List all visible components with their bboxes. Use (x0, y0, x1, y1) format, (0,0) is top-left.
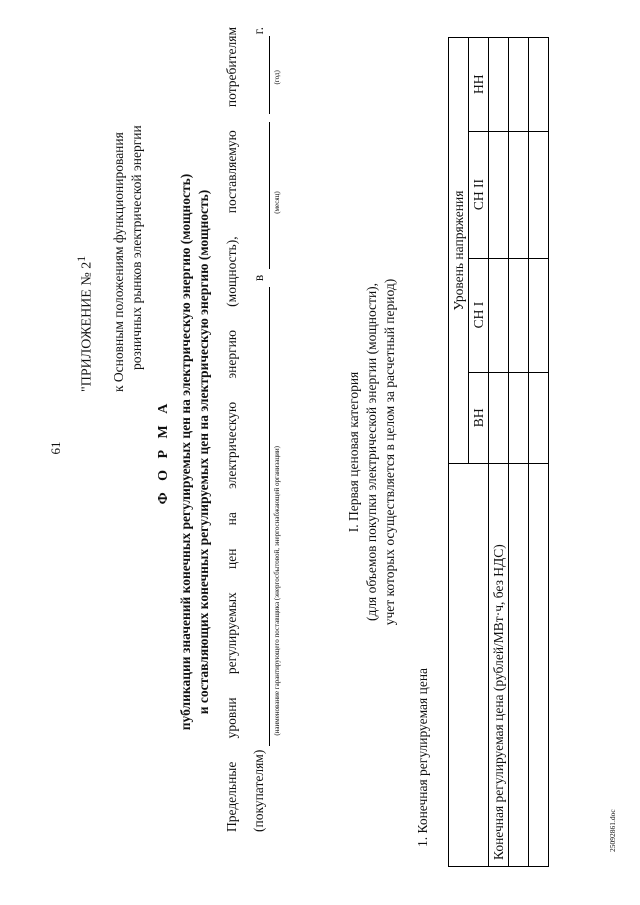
annex-line-2: розничных рынков электрической энергии (129, 125, 145, 370)
table-cell (509, 464, 529, 867)
year-caption: (год) (272, 70, 281, 85)
table-cell (529, 131, 549, 258)
paragraph-word: уровни (224, 697, 239, 739)
rotated-page (0, 12, 640, 892)
year-blank (255, 36, 281, 114)
table-cell (529, 38, 549, 132)
row-label: Конечная регулируемая цена (рублей/МВт·ч, без НДС) (489, 464, 509, 867)
price-paragraph (222, 27, 281, 832)
column-header: НН (469, 38, 489, 132)
form-title-line-1: публикации значений конечных регулируемых цен на электрическую энергию (мощность) (178, 173, 194, 731)
form-title-line-2: и составляющих конечных регулируемых цен на электрическую энергию (мощность) (195, 189, 211, 715)
price-table (448, 37, 549, 867)
paragraph-word: электрическую (224, 401, 239, 489)
table-cell (489, 131, 509, 258)
category-title: I. Первая ценовая категория (346, 371, 361, 533)
annex-heading (74, 256, 98, 392)
document-id: 25092861.doc (608, 809, 617, 852)
table-cell (509, 372, 529, 463)
org-caption: (наименование гарантирующего поставщика (энергосбытовой, энергоснабжающей организации) (272, 446, 281, 736)
annex-heading-text: "ПРИЛОЖЕНИЕ № 2 (79, 261, 95, 392)
form-title (155, 12, 212, 892)
paragraph-line-2 (249, 27, 281, 832)
paragraph-word: энергию (224, 330, 239, 379)
category-line-1: (для объемов покупки электрической энергии (мощности), (364, 282, 380, 622)
annex-heading-sup: 1 (75, 255, 88, 262)
paragraph-word: (мощность), (224, 236, 239, 307)
paragraph-word: регулируемых (224, 592, 239, 675)
voltage-group-header: Уровень напряжения (449, 38, 469, 464)
table-cell (489, 372, 509, 463)
table-cell (529, 464, 549, 867)
price-category (345, 12, 400, 892)
table-corner-cell (449, 464, 489, 867)
paragraph-word: потребителям (224, 27, 239, 108)
paragraph-line-1 (222, 27, 243, 832)
in-word: в (250, 274, 266, 282)
annex-line-1: к Основным положениям функционирования (111, 132, 126, 392)
table-row (509, 38, 529, 867)
table-cell (529, 372, 549, 463)
column-header: СН II (469, 131, 489, 258)
paragraph-word: цен (224, 548, 239, 569)
paragraph-start-2: (покупателям) (250, 749, 266, 832)
table-header-row-1 (449, 38, 469, 867)
org-name-blank (255, 287, 281, 746)
table-cell (509, 258, 529, 372)
month-blank (255, 122, 281, 268)
category-line-2: учет которых осуществляется в целом за расчетный период) (382, 278, 398, 626)
column-header: ВН (469, 372, 489, 463)
table-cell (529, 258, 549, 372)
table-cell (509, 38, 529, 132)
table-cell (489, 38, 509, 132)
paragraph-word: поставляемую (224, 130, 239, 214)
annex-block (75, 32, 146, 392)
month-caption: (месяц) (272, 191, 281, 214)
section-item: 1. Конечная регулируемая цена (415, 667, 430, 847)
page-number: 61 (48, 441, 63, 455)
form-label: Ф О Р М А (156, 399, 171, 505)
table-cell (489, 258, 509, 372)
table-row (489, 38, 509, 867)
year-suffix: г. (250, 27, 266, 35)
paragraph-word: Предельные (224, 761, 239, 832)
column-header: СН I (469, 258, 489, 372)
table-cell (509, 131, 529, 258)
table-row (529, 38, 549, 867)
paragraph-word: на (224, 512, 239, 526)
